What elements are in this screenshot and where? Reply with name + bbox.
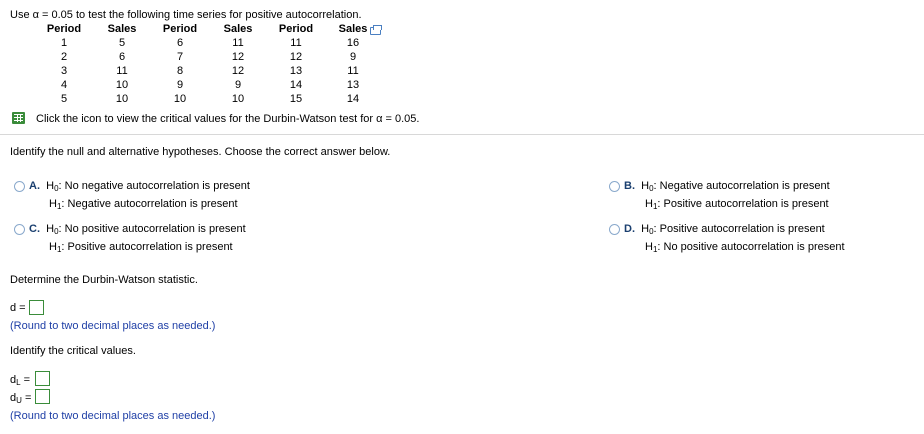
table-cell: 12 bbox=[289, 51, 303, 63]
table-cell: 6 bbox=[118, 51, 126, 63]
hypotheses-prompt: Identify the null and alternative hypotheses. Choose the correct answer below. bbox=[10, 146, 391, 158]
colon: : bbox=[653, 180, 657, 192]
table-cell: 7 bbox=[176, 51, 184, 63]
header-period-3: Period bbox=[278, 23, 314, 35]
option-c-h0[interactable] bbox=[29, 223, 246, 235]
option-c-h1-text: Positive autocorrelation is present bbox=[67, 241, 233, 253]
colon: : bbox=[657, 198, 661, 210]
critical-prompt: Identify the critical values. bbox=[10, 345, 136, 357]
dw-prompt: Determine the Durbin-Watson statistic. bbox=[10, 274, 198, 286]
option-a-h0-text: No negative autocorrelation is present bbox=[64, 180, 250, 192]
h0-symbol: H bbox=[641, 180, 650, 192]
colon: : bbox=[653, 223, 657, 235]
option-d-letter: D. bbox=[624, 223, 635, 235]
du-subscript: U bbox=[16, 396, 22, 405]
table-cell: 13 bbox=[346, 79, 360, 91]
header-period-2: Period bbox=[162, 23, 198, 35]
table-cell: 11 bbox=[232, 37, 244, 49]
h1-subscript: 1 bbox=[56, 202, 62, 211]
du-answer-input[interactable] bbox=[35, 389, 50, 404]
colon: : bbox=[61, 198, 65, 210]
time-series-table bbox=[35, 22, 381, 106]
table-row bbox=[35, 78, 381, 92]
option-b-letter: B. bbox=[624, 180, 635, 192]
option-d-h1-text: No positive autocorrelation is present bbox=[663, 241, 845, 253]
h0-subscript: 0 bbox=[649, 184, 654, 193]
table-row bbox=[35, 36, 381, 50]
section-divider bbox=[0, 134, 924, 135]
h1-subscript: 1 bbox=[652, 202, 658, 211]
option-c-radio[interactable] bbox=[14, 224, 25, 235]
table-cell: 9 bbox=[234, 79, 242, 91]
h1-symbol: H bbox=[49, 241, 57, 253]
table-cell: 10 bbox=[173, 93, 187, 105]
table-cell: 11 bbox=[290, 37, 302, 49]
option-d-h0[interactable] bbox=[624, 223, 825, 235]
option-d-h0-text: Positive autocorrelation is present bbox=[659, 223, 825, 235]
table-cell: 9 bbox=[176, 79, 184, 91]
table-cell: 12 bbox=[231, 51, 245, 63]
option-c-letter: C. bbox=[29, 223, 40, 235]
option-b-h0-text: Negative autocorrelation is present bbox=[659, 180, 830, 192]
table-cell: 1 bbox=[60, 37, 68, 49]
table-cell: 12 bbox=[231, 65, 245, 77]
h0-symbol: H bbox=[641, 223, 650, 235]
table-cell: 9 bbox=[349, 51, 357, 63]
table-cell: 11 bbox=[116, 65, 128, 77]
du-equals: = bbox=[21, 392, 32, 404]
question-intro: Use α = 0.05 to test the following time series for positive autocorrelation. bbox=[10, 9, 362, 21]
option-a-h1-text: Negative autocorrelation is present bbox=[67, 198, 238, 210]
h1-symbol: H bbox=[49, 198, 57, 210]
option-c-h1[interactable] bbox=[49, 241, 233, 253]
dl-label bbox=[10, 374, 30, 386]
h0-subscript: 0 bbox=[54, 227, 59, 236]
option-a-h1[interactable] bbox=[49, 198, 238, 210]
d-label: d = bbox=[10, 302, 26, 314]
du-symbol: d bbox=[10, 392, 17, 404]
h0-symbol: H bbox=[46, 223, 55, 235]
h0-subscript: 0 bbox=[649, 227, 654, 236]
dw-round-note: (Round to two decimal places as needed.) bbox=[10, 320, 216, 332]
option-b-h1-text: Positive autocorrelation is present bbox=[663, 198, 829, 210]
du-label bbox=[10, 392, 31, 404]
table-row bbox=[35, 64, 381, 78]
option-b-h0[interactable] bbox=[624, 180, 830, 192]
critical-values-link-text: Click the icon to view the critical values for the Durbin-Watson test for α = 0.05. bbox=[36, 113, 420, 125]
table-cell: 11 bbox=[347, 65, 359, 77]
h1-symbol: H bbox=[645, 241, 653, 253]
h1-symbol: H bbox=[645, 198, 653, 210]
option-a-h0[interactable] bbox=[29, 180, 250, 192]
table-header-row bbox=[35, 22, 381, 36]
dl-equals: = bbox=[20, 374, 31, 386]
table-icon[interactable] bbox=[12, 112, 25, 124]
colon: : bbox=[58, 223, 62, 235]
colon: : bbox=[58, 180, 62, 192]
option-c-h0-text: No positive autocorrelation is present bbox=[64, 223, 246, 235]
table-cell: 13 bbox=[289, 65, 303, 77]
header-period-1: Period bbox=[46, 23, 82, 35]
option-d-h1[interactable] bbox=[645, 241, 845, 253]
dl-answer-input[interactable] bbox=[35, 371, 50, 386]
copy-icon[interactable] bbox=[370, 27, 381, 35]
h0-symbol: H bbox=[46, 180, 55, 192]
header-sales-1: Sales bbox=[107, 23, 137, 35]
option-b-h1[interactable] bbox=[645, 198, 829, 210]
table-cell: 14 bbox=[346, 93, 360, 105]
table-cell: 2 bbox=[60, 51, 68, 63]
h0-subscript: 0 bbox=[54, 184, 59, 193]
option-a-radio[interactable] bbox=[14, 181, 25, 192]
critical-round-note: (Round to two decimal places as needed.) bbox=[10, 410, 216, 422]
table-row bbox=[35, 92, 381, 106]
colon: : bbox=[657, 241, 661, 253]
dl-symbol: d bbox=[10, 374, 17, 386]
colon: : bbox=[61, 241, 65, 253]
d-answer-input[interactable] bbox=[29, 300, 44, 315]
option-d-radio[interactable] bbox=[609, 224, 620, 235]
table-cell: 4 bbox=[60, 79, 68, 91]
table-cell: 14 bbox=[289, 79, 303, 91]
table-cell: 5 bbox=[60, 93, 68, 105]
table-cell: 10 bbox=[115, 93, 129, 105]
option-b-radio[interactable] bbox=[609, 181, 620, 192]
table-cell: 10 bbox=[231, 93, 245, 105]
table-cell: 6 bbox=[176, 37, 184, 49]
header-sales-3: Sales bbox=[338, 23, 368, 35]
h1-subscript: 1 bbox=[56, 245, 62, 254]
table-cell: 15 bbox=[289, 93, 303, 105]
table-cell: 10 bbox=[115, 79, 129, 91]
option-a-letter: A. bbox=[29, 180, 40, 192]
table-row bbox=[35, 50, 381, 64]
h1-subscript: 1 bbox=[652, 245, 658, 254]
dl-subscript: L bbox=[16, 378, 21, 387]
table-cell: 8 bbox=[176, 65, 184, 77]
header-sales-2: Sales bbox=[223, 23, 253, 35]
table-cell: 5 bbox=[118, 37, 126, 49]
table-cell: 3 bbox=[60, 65, 68, 77]
table-cell: 16 bbox=[346, 37, 360, 49]
